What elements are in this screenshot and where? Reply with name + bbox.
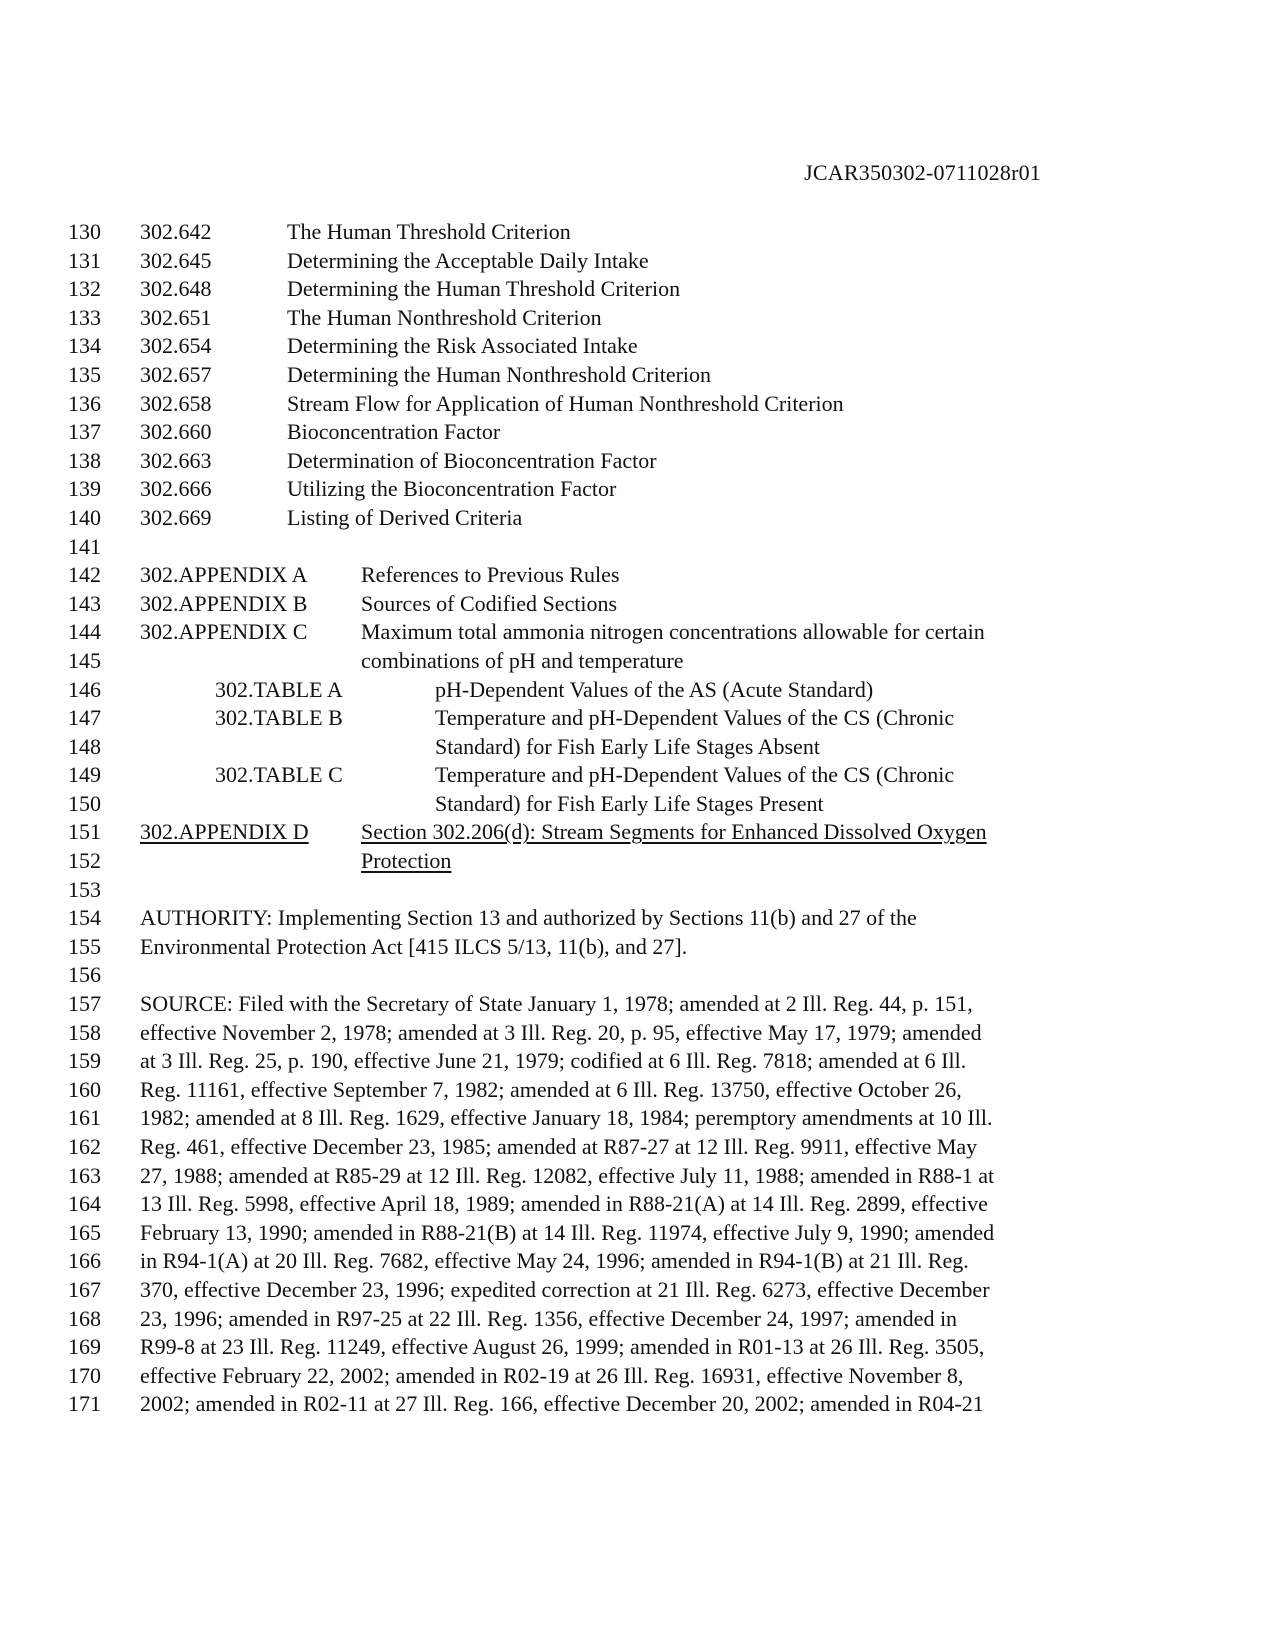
document-line (0, 761, 1276, 790)
line-number: 145 (68, 647, 101, 673)
section-title: Temperature and pH-Dependent Values of the CS (Chronic (435, 705, 955, 731)
document-line (0, 361, 1276, 390)
document-line (0, 1076, 1276, 1105)
section-number: 302.APPENDIX B (140, 590, 308, 616)
line-number: 132 (68, 276, 101, 302)
line-number: 143 (68, 590, 101, 616)
body-text: effective November 2, 1978; amended at 3 Ill. Reg. 20, p. 95, effective May 17, 1979; amended (140, 1019, 982, 1045)
document-line (0, 1247, 1276, 1276)
section-title: Section 302.206(d): Stream Segments for Enhanced Dissolved Oxygen (361, 819, 987, 845)
document-line (0, 275, 1276, 304)
line-number: 151 (68, 819, 101, 845)
section-title: Listing of Derived Criteria (287, 504, 523, 530)
document-line (0, 647, 1276, 676)
line-number: 146 (68, 676, 101, 702)
body-text: 2002; amended in R02-11 at 27 Ill. Reg. 166, effective December 20, 2002; amended in R04-21 (140, 1391, 984, 1417)
section-title: References to Previous Rules (361, 562, 620, 588)
numbered-lines (0, 218, 1276, 1419)
section-number: 302.658 (140, 390, 212, 416)
section-title: Standard) for Fish Early Life Stages Present (435, 790, 824, 816)
line-number: 138 (68, 447, 101, 473)
section-title: Stream Flow for Application of Human Nonthreshold Criterion (287, 390, 844, 416)
section-number: 302.669 (140, 504, 212, 530)
document-line (0, 218, 1276, 247)
section-number: 302.APPENDIX D (140, 819, 309, 845)
section-title: The Human Nonthreshold Criterion (287, 304, 602, 330)
section-title: Maximum total ammonia nitrogen concentrations allowable for certain (361, 619, 985, 645)
line-number: 141 (68, 533, 101, 559)
body-text: effective February 22, 2002; amended in R02-19 at 26 Ill. Reg. 16931, effective November 8, (140, 1362, 964, 1388)
line-number: 154 (68, 905, 101, 931)
body-text: at 3 Ill. Reg. 25, p. 190, effective June 21, 1979; codified at 6 Ill. Reg. 7818; amended at 6 Ill. (140, 1048, 967, 1074)
body-text: February 13, 1990; amended in R88-21(B) at 14 Ill. Reg. 11974, effective July 9, 1990; amended (140, 1219, 995, 1245)
body-text: 23, 1996; amended in R97-25 at 22 Ill. Reg. 1356, effective December 24, 1997; amended in (140, 1305, 958, 1331)
section-title: Standard) for Fish Early Life Stages Absent (435, 733, 820, 759)
body-text: Environmental Protection Act [415 ILCS 5/13, 11(b), and 27]. (140, 933, 688, 959)
line-number: 157 (68, 991, 101, 1017)
document-line (0, 1305, 1276, 1334)
section-title: pH-Dependent Values of the AS (Acute Standard) (435, 676, 874, 702)
line-number: 153 (68, 876, 101, 902)
section-number: 302.TABLE A (215, 676, 343, 702)
line-number: 152 (68, 848, 101, 874)
line-number: 162 (68, 1134, 101, 1159)
body-text: 1982; amended at 8 Ill. Reg. 1629, effective January 18, 1984; peremptory amendments at 10 Ill. (140, 1105, 993, 1131)
line-number: 135 (68, 361, 101, 387)
line-number: 161 (68, 1105, 101, 1131)
document-line (0, 904, 1276, 933)
section-title: The Human Threshold Criterion (287, 219, 571, 244)
section-number: 302.651 (140, 304, 212, 330)
section-number: 302.654 (140, 333, 212, 359)
body-text: in R94-1(A) at 20 Ill. Reg. 7682, effective May 24, 1996; amended in R94-1(B) at 21 Ill. Reg. (140, 1248, 969, 1274)
line-number: 131 (68, 247, 101, 273)
document-line (0, 1362, 1276, 1391)
line-number: 171 (68, 1391, 101, 1417)
line-number: 166 (68, 1248, 101, 1274)
document-line (0, 390, 1276, 419)
section-number: 302.APPENDIX C (140, 619, 308, 645)
line-number: 165 (68, 1219, 101, 1245)
document-line (0, 247, 1276, 276)
line-number: 137 (68, 419, 101, 445)
document-line (0, 704, 1276, 733)
section-number: 302.660 (140, 419, 212, 445)
section-title: Protection (361, 848, 452, 874)
document-line (0, 933, 1276, 962)
document-line (0, 1190, 1276, 1219)
line-number: 140 (68, 504, 101, 530)
line-number: 163 (68, 1162, 101, 1188)
document-line (0, 1133, 1276, 1162)
document-line (0, 533, 1276, 562)
section-title: combinations of pH and temperature (361, 647, 684, 673)
section-number: 302.APPENDIX A (140, 562, 308, 588)
body-text: Reg. 11161, effective September 7, 1982; amended at 6 Ill. Reg. 13750, effective October 26, (140, 1076, 962, 1102)
line-number: 133 (68, 304, 101, 330)
line-number: 169 (68, 1334, 101, 1360)
line-number: 142 (68, 562, 101, 588)
document-line (0, 418, 1276, 447)
section-number: 302.666 (140, 476, 212, 502)
line-number: 167 (68, 1276, 101, 1302)
line-number: 134 (68, 333, 101, 359)
line-number: 139 (68, 476, 101, 502)
document-line (0, 1390, 1276, 1419)
document-line (0, 590, 1276, 619)
section-title: Temperature and pH-Dependent Values of the CS (Chronic (435, 762, 955, 788)
section-number: 302.657 (140, 361, 212, 387)
line-number: 149 (68, 762, 101, 788)
section-title: Determination of Bioconcentration Factor (287, 447, 657, 473)
section-number: 302.648 (140, 276, 212, 302)
line-number: 148 (68, 733, 101, 759)
document-line (0, 790, 1276, 819)
body-text: Reg. 461, effective December 23, 1985; amended at R87-27 at 12 Ill. Reg. 9911, effective May (140, 1134, 978, 1159)
section-title: Determining the Risk Associated Intake (287, 333, 638, 359)
line-number: 136 (68, 390, 101, 416)
body-text: 370, effective December 23, 1996; expedited correction at 21 Ill. Reg. 6273, effective December (140, 1276, 990, 1302)
line-number: 160 (68, 1076, 101, 1102)
line-number: 156 (68, 962, 101, 988)
section-title: Determining the Human Nonthreshold Criterion (287, 361, 712, 387)
body-text: AUTHORITY: Implementing Section 13 and authorized by Sections 11(b) and 27 of the (140, 905, 917, 931)
document-line (0, 876, 1276, 905)
section-title: Bioconcentration Factor (287, 419, 501, 445)
section-number: 302.TABLE B (215, 705, 343, 731)
document-line (0, 475, 1276, 504)
document-line (0, 847, 1276, 876)
document-line (0, 961, 1276, 990)
line-number: 168 (68, 1305, 101, 1331)
document-line (0, 1162, 1276, 1191)
line-number: 155 (68, 933, 101, 959)
document-line (0, 1333, 1276, 1362)
line-number: 170 (68, 1362, 101, 1388)
line-number: 130 (68, 219, 101, 244)
document-line (0, 1104, 1276, 1133)
line-number: 164 (68, 1191, 101, 1217)
body-text: 27, 1988; amended at R85-29 at 12 Ill. Reg. 12082, effective July 11, 1988; amended in R88-1 at (140, 1162, 995, 1188)
document-line (0, 733, 1276, 762)
document-line (0, 618, 1276, 647)
document-line (0, 561, 1276, 590)
line-number: 150 (68, 790, 101, 816)
line-number: 159 (68, 1048, 101, 1074)
section-title: Determining the Acceptable Daily Intake (287, 247, 649, 273)
section-number: 302.642 (140, 219, 212, 244)
body-text: 13 Ill. Reg. 5998, effective April 18, 1989; amended in R88-21(A) at 14 Ill. Reg. 2899, effective (140, 1191, 988, 1217)
section-title: Sources of Codified Sections (361, 590, 618, 616)
section-number: 302.663 (140, 447, 212, 473)
line-number: 144 (68, 619, 101, 645)
document-line (0, 676, 1276, 705)
document-line (0, 1219, 1276, 1248)
document-line (0, 1276, 1276, 1305)
section-title: Determining the Human Threshold Criterion (287, 276, 681, 302)
document-line (0, 332, 1276, 361)
document-line (0, 1047, 1276, 1076)
body-text: R99-8 at 23 Ill. Reg. 11249, effective August 26, 1999; amended in R01-13 at 26 Ill. Reg. 3505, (140, 1334, 985, 1360)
document-line (0, 1019, 1276, 1048)
document-line (0, 304, 1276, 333)
section-number: 302.TABLE C (215, 762, 343, 788)
section-number: 302.645 (140, 247, 212, 273)
document-line (0, 990, 1276, 1019)
line-number: 158 (68, 1019, 101, 1045)
body-text: SOURCE: Filed with the Secretary of State January 1, 1978; amended at 2 Ill. Reg. 44, p. 151, (140, 991, 973, 1017)
document-id: JCAR350302-0711028r01 (804, 160, 1041, 185)
document-line (0, 818, 1276, 847)
document-line (0, 504, 1276, 533)
line-number: 147 (68, 705, 101, 731)
document-line (0, 447, 1276, 476)
section-title: Utilizing the Bioconcentration Factor (287, 476, 617, 502)
